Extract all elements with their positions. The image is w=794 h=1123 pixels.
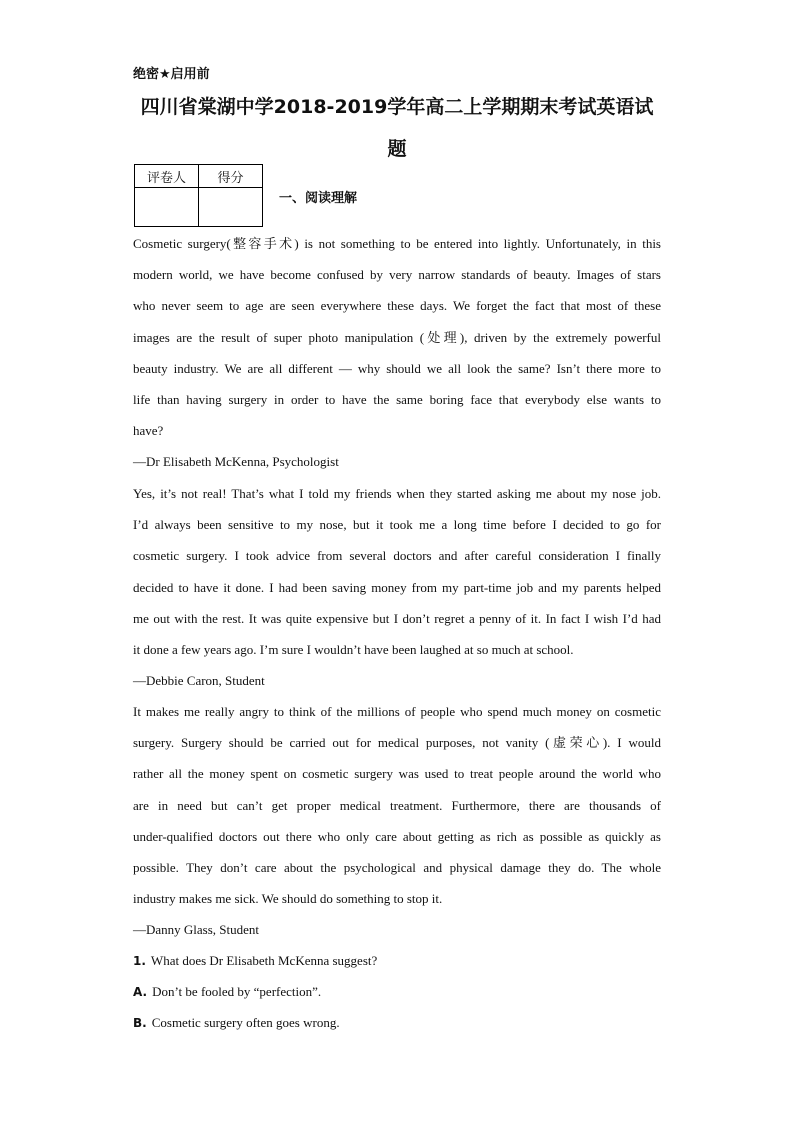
passage-author: —Debbie Caron, Student xyxy=(133,673,265,689)
score-header: 得分 xyxy=(199,165,263,188)
score-table xyxy=(134,164,263,227)
grader-header: 评卷人 xyxy=(135,165,199,188)
question-1 xyxy=(133,953,377,969)
passage-line: beauty industry. We are all different — why should we all look the same? Isn’t there more to xyxy=(133,360,661,376)
option-b[interactable] xyxy=(133,1015,340,1031)
passage-line: decided to have it done. I had been saving money from my part-time job and my parents helped xyxy=(133,579,661,595)
option-label: B. xyxy=(133,1016,147,1030)
passage-line: me out with the rest. It was quite expensive but I don’t regret a penny of it. In fact I wish I’d had xyxy=(133,610,661,626)
passage-author: —Danny Glass, Student xyxy=(133,922,260,938)
score-cell xyxy=(199,188,263,227)
passage-line: under-qualified doctors out there who only care about getting as rich as possible as quickly as xyxy=(133,828,661,844)
passage-3 xyxy=(133,696,661,946)
section-title: 一、阅读理解 xyxy=(279,191,358,206)
question-number: 1. xyxy=(133,954,146,968)
secret-mark: 绝密★启用前 xyxy=(133,67,210,82)
passage-line: it done a few years ago. I’m sure I wouldn’t have been laughed at so much at school. xyxy=(133,641,574,657)
passage-line: It makes me really angry to think of the millions of people who spend much money on cosmetic xyxy=(133,704,661,719)
option-label: A. xyxy=(133,985,148,999)
passage-1 xyxy=(133,228,661,478)
passage-line: are in need but can’t get proper medical treatment. Furthermore, there are thousands of xyxy=(133,797,661,813)
option-text: Cosmetic surgery often goes wrong. xyxy=(151,1015,340,1030)
passage-line: rather all the money spent on cosmetic surgery was used to treat people around the world who xyxy=(133,766,661,782)
passage-line: images are the result of super photo manipulation (处理), driven by the extremely powerful xyxy=(133,329,661,345)
option-text: Don’t be fooled by “perfection”. xyxy=(152,984,322,999)
passage-line: life than having surgery in order to have the same boring face that everybody else wants to xyxy=(133,391,661,407)
option-a[interactable] xyxy=(133,984,321,1000)
passage-line: cosmetic surgery. I took advice from several doctors and after careful consideration I finally xyxy=(133,548,661,564)
exam-title-continued: 题 xyxy=(387,138,407,160)
passage-author: —Dr Elisabeth McKenna, Psychologist xyxy=(133,454,339,470)
passage-line: modern world, we have become confused by very narrow standards of beauty. Images of stars xyxy=(133,267,661,283)
passage-line: industry makes me sick. We should do something to stop it. xyxy=(133,891,443,907)
passage-line: surgery. Surgery should be carried out for medical purposes, not vanity (虚荣心). I would xyxy=(133,735,661,751)
question-text: What does Dr Elisabeth McKenna suggest? xyxy=(150,953,378,968)
exam-title: 四川省棠湖中学2018-2019学年高二上学期期末考试英语试 xyxy=(140,96,654,118)
passage-line: Cosmetic surgery(整容手术) is not something to be entered into lightly. Unfortunately, in this xyxy=(133,236,661,251)
passage-line: Yes, it’s not real! That’s what I told my friends when they started asking me about my nose job. xyxy=(133,486,661,501)
passage-line: I’d always been sensitive to my nose, but it took me a long time before I decided to go for xyxy=(133,517,661,533)
passage-2 xyxy=(133,478,661,696)
passage-line: who never seem to age are seen everywhere these days. We forget the fact that most of these xyxy=(133,298,661,314)
grader-cell xyxy=(135,188,199,227)
passage-line: possible. They don’t care about the psychological and physical damage they do. The whole xyxy=(133,859,661,875)
passage-line: have? xyxy=(133,423,164,439)
